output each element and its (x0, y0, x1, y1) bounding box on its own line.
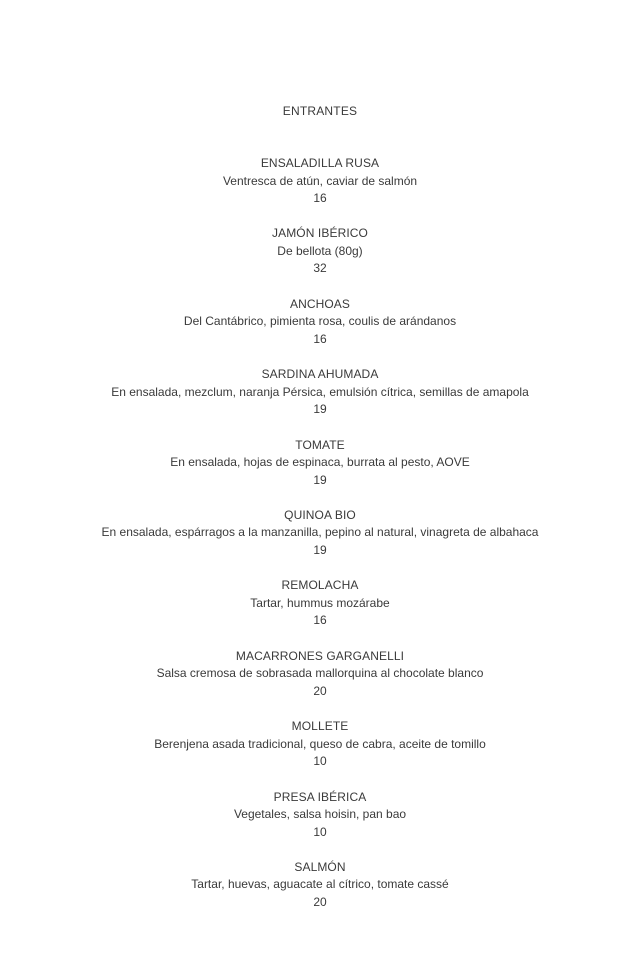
item-description: Tartar, huevas, aguacate al cítrico, tomate cassé (191, 877, 449, 892)
section-title: ENTRANTES (282, 104, 358, 118)
item-price: 20 (313, 683, 327, 698)
menu-item-jamon-iberico (0, 225, 640, 295)
menu-item-mollete (0, 718, 640, 788)
item-price: 32 (313, 261, 327, 276)
item-description: En ensalada, mezclum, naranja Pérsica, emulsión cítrica, semillas de amapola (111, 384, 529, 399)
item-name: REMOLACHA (281, 578, 359, 593)
item-description: De bellota (80g) (277, 243, 363, 258)
item-name: SARDINA AHUMADA (261, 367, 379, 382)
item-description: Vegetales, salsa hoisin, pan bao (233, 807, 407, 822)
item-price: 16 (313, 191, 327, 205)
menu-item-salmon (0, 859, 640, 929)
item-name: PRESA IBÉRICA (273, 789, 367, 804)
menu-item-sardina-ahumada (0, 366, 640, 436)
item-description: En ensalada, hojas de espinaca, burrata al pesto, AOVE (170, 455, 470, 470)
item-name: SALMÓN (294, 859, 346, 874)
item-price: 19 (313, 472, 327, 487)
item-description: Berenjena asada tradicional, queso de cabra, aceite de tomillo (154, 736, 486, 751)
item-name: QUINOA BIO (284, 507, 356, 522)
item-description: En ensalada, espárragos a la manzanilla, pepino al natural, vinagreta de albahaca (101, 525, 539, 540)
menu-item-remolacha (0, 577, 640, 647)
item-description: Del Cantábrico, pimienta rosa, coulis de arándanos (183, 314, 457, 329)
item-name: JAMÓN IBÉRICO (272, 226, 368, 241)
item-price: 10 (313, 824, 327, 839)
item-name: TOMATE (295, 437, 345, 452)
menu-item-ensaladilla-rusa (0, 155, 640, 225)
menu-item-anchoas (0, 296, 640, 366)
item-name: ANCHOAS (289, 296, 351, 311)
item-name: ENSALADILLA RUSA (260, 156, 380, 170)
item-price: 20 (313, 894, 327, 909)
item-description: Ventresca de atún, caviar de salmón (222, 173, 418, 188)
menu-item-tomate (0, 437, 640, 507)
menu-item-macarrones-garganelli (0, 648, 640, 718)
item-price: 16 (313, 331, 327, 346)
menu-list (0, 155, 640, 929)
item-price: 19 (313, 542, 327, 557)
item-name: MOLLETE (291, 719, 349, 734)
menu-item-quinoa-bio (0, 507, 640, 577)
item-name: MACARRONES GARGANELLI (235, 648, 405, 663)
item-description: Tartar, hummus mozárabe (250, 595, 390, 610)
menu-item-presa-iberica (0, 789, 640, 859)
item-price: 16 (313, 613, 327, 628)
item-price: 10 (313, 754, 327, 769)
item-description: Salsa cremosa de sobrasada mallorquina al chocolate blanco (156, 666, 484, 681)
item-price: 19 (313, 402, 327, 417)
